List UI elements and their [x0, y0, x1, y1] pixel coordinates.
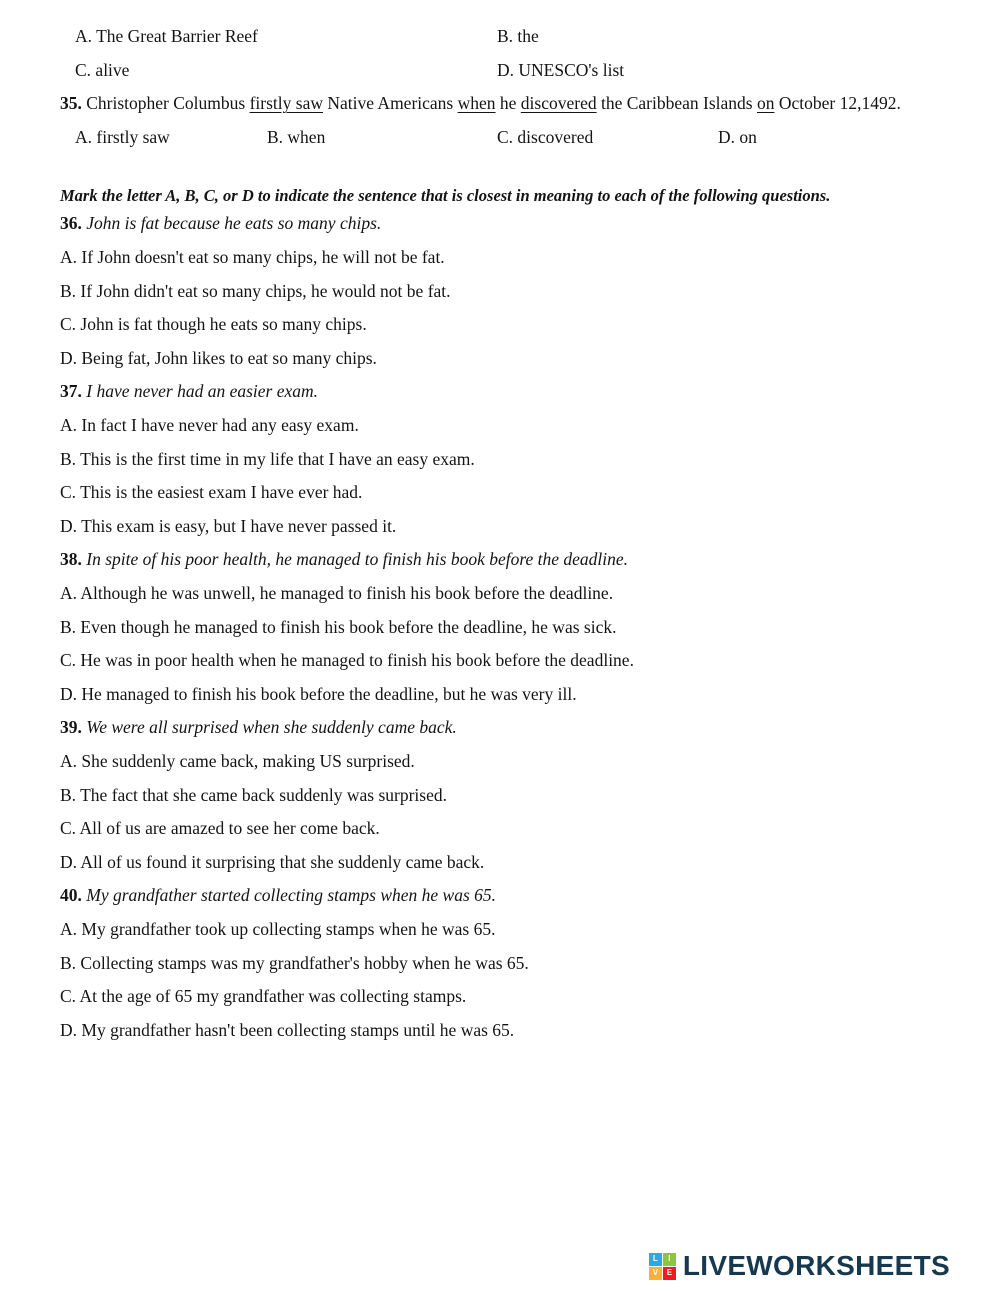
- question-number: 37.: [60, 381, 82, 402]
- answer-option: B. Collecting stamps was my grandfather's hobby when he was 65.: [60, 952, 529, 973]
- question-37: [60, 375, 944, 543]
- underlined-word: discovered: [520, 93, 597, 114]
- answer-option: A. firstly saw: [75, 126, 170, 147]
- question-number: 35.: [60, 93, 82, 114]
- underlined-word: when: [457, 93, 496, 114]
- answer-option: A. She suddenly came back, making US surprised.: [60, 750, 415, 771]
- question-number: 39.: [60, 717, 82, 738]
- underlined-word: on: [756, 93, 775, 114]
- underlined-word: firstly saw: [249, 93, 323, 114]
- question-39: [60, 711, 944, 879]
- answer-option: C. John is fat though he eats so many chips.: [60, 314, 367, 335]
- liveworksheets-grid-icon: [649, 1253, 676, 1280]
- stem-segment: the Caribbean Islands: [596, 93, 757, 114]
- question-stem: [60, 543, 944, 577]
- answer-option: B. when: [267, 126, 326, 147]
- answer-option: C. At the age of 65 my grandfather was collecting stamps.: [60, 986, 467, 1007]
- logo-square-v: V: [649, 1267, 662, 1280]
- question-sentence: In spite of his poor health, he managed to finish his book before the deadline.: [86, 549, 629, 570]
- answer-option: A. Although he was unwell, he managed to finish his book before the deadline.: [60, 583, 614, 603]
- question-38: [60, 543, 944, 711]
- question-stem: [60, 711, 944, 745]
- brand-text: LIVEWORKSHEETS: [682, 1250, 950, 1281]
- stem-segment: Christopher Columbus: [86, 93, 250, 114]
- question-sentence: I have never had an easier exam.: [86, 381, 319, 402]
- answer-option: B. Even though he managed to finish his book before the deadline, he was sick.: [60, 616, 617, 637]
- answer-option: B. the: [497, 26, 539, 46]
- answer-option: D. This exam is easy, but I have never passed it.: [60, 515, 397, 536]
- question-number: 38.: [60, 549, 82, 570]
- question-sentence: John is fat because he eats so many chips.: [86, 213, 382, 234]
- answer-option: B. The fact that she came back suddenly was surprised.: [60, 784, 447, 805]
- question-stem: [60, 879, 944, 913]
- question-number: 40.: [60, 885, 82, 906]
- answer-option: C. alive: [75, 59, 130, 80]
- answer-option: D. Being fat, John likes to eat so many chips.: [60, 347, 377, 368]
- stem-segment: Native Americans: [323, 93, 458, 114]
- question-stem: [60, 207, 944, 241]
- question-36: [60, 207, 944, 375]
- question-sentence: My grandfather started collecting stamps when he was 65.: [86, 885, 497, 906]
- prev-question-options-row-2: [60, 54, 944, 88]
- question-number: 36.: [60, 213, 82, 234]
- logo-square-e: E: [663, 1267, 676, 1280]
- answer-option: B. This is the first time in my life that I have an easy exam.: [60, 448, 475, 469]
- answer-option: D. on: [718, 126, 757, 147]
- stem-segment: he: [495, 93, 521, 114]
- question-stem: [60, 375, 944, 409]
- answer-option: D. He managed to finish his book before the deadline, but he was very ill.: [60, 683, 577, 704]
- question-35: [60, 87, 944, 154]
- answer-option: A. If John doesn't eat so many chips, he will not be fat.: [60, 247, 445, 268]
- answer-option: D. All of us found it surprising that she suddenly came back.: [60, 851, 485, 872]
- answer-option: A. My grandfather took up collecting stamps when he was 65.: [60, 918, 496, 939]
- answer-option: A. In fact I have never had any easy exam.: [60, 415, 359, 436]
- prev-question-options-row-1: [60, 20, 944, 54]
- logo-square-l: L: [649, 1253, 662, 1266]
- question-35-options: [60, 121, 944, 155]
- answer-option: D. UNESCO's list: [497, 59, 625, 80]
- logo-square-i: I: [663, 1253, 676, 1266]
- question-stem: [60, 87, 944, 121]
- answer-option: D. My grandfather hasn't been collecting stamps until he was 65.: [60, 1019, 515, 1040]
- answer-option: C. This is the easiest exam I have ever had.: [60, 482, 363, 503]
- answer-option: C. All of us are amazed to see her come back.: [60, 818, 380, 839]
- answer-option: C. discovered: [497, 126, 594, 147]
- question-sentence: We were all surprised when she suddenly came back.: [86, 717, 457, 738]
- section-instruction: Mark the letter A, B, C, or D to indicate the sentence that is closest in meaning to each of the following questions.: [60, 186, 831, 206]
- answer-option: B. If John didn't eat so many chips, he would not be fat.: [60, 280, 451, 301]
- answer-option: A. The Great Barrier Reef: [75, 26, 258, 46]
- stem-segment: October 12,1492.: [774, 93, 901, 114]
- answer-option: C. He was in poor health when he managed to finish his book before the deadline.: [60, 650, 634, 671]
- liveworksheets-logo[interactable]: [649, 1250, 950, 1282]
- question-40: [60, 879, 944, 1047]
